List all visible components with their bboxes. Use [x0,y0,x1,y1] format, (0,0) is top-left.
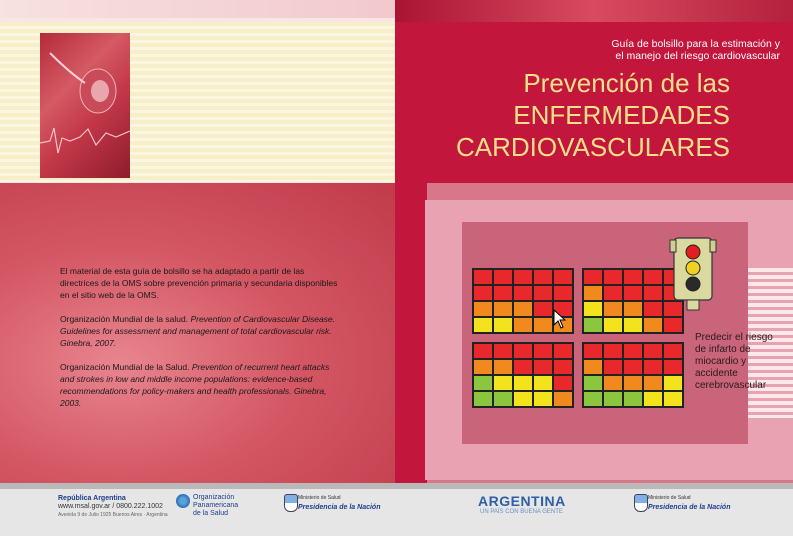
cover-top-photo-strip [395,0,793,22]
risk-cell-red [534,344,552,358]
risk-cell-red [664,318,682,332]
shield-icon [284,494,298,512]
risk-cell-yellow [494,318,512,332]
risk-cell-red [604,286,622,300]
cover-subtitle [440,38,780,62]
argentina-tagline: UN PAÍS CON BUENA GENTE [480,509,563,515]
risk-cell-yellow [474,318,492,332]
back-cover-text [60,265,340,421]
risk-cell-red [534,302,552,316]
risk-cell-red [624,360,642,374]
risk-cell-orange [584,286,602,300]
presidencia-label-2: Presidencia de la Nación [648,504,731,511]
risk-cell-yellow [534,392,552,406]
risk-cell-red [644,302,662,316]
risk-cell-green [584,376,602,390]
risk-cell-red [554,270,572,284]
risk-cell-red [494,286,512,300]
risk-cell-red [514,286,532,300]
risk-grid-3 [472,342,574,408]
risk-cell-green [624,392,642,406]
shield-icon [634,494,648,512]
reference-2 [60,361,340,409]
risk-cell-orange [644,376,662,390]
risk-cell-red [604,344,622,358]
risk-cell-green [474,392,492,406]
risk-cell-yellow [494,376,512,390]
risk-cell-yellow [644,392,662,406]
risk-cell-orange [624,376,642,390]
risk-cell-red [584,344,602,358]
risk-cell-orange [494,302,512,316]
risk-cell-red [644,270,662,284]
risk-cell-orange [494,360,512,374]
risk-cell-red [624,270,642,284]
risk-cell-red [474,270,492,284]
ministerio-label-1: Ministerio de Salud [298,495,341,501]
risk-cell-orange [644,318,662,332]
risk-cell-red [534,360,552,374]
risk-cell-red [604,270,622,284]
title-line-1: Prevención de las [523,68,730,98]
risk-cell-red [554,286,572,300]
risk-cell-yellow [584,302,602,316]
risk-cell-red [644,360,662,374]
stethoscope-photo [40,33,130,178]
intro-paragraph: El material de esta guía de bolsillo se ha adaptado a partir de las directrices de la OMS sobre prevención primaria y secundaria disponibles en el sitio web de la OMS. [60,266,338,300]
reference-1-org: Organización Mundial de la salud. [60,314,189,324]
risk-cell-red [644,286,662,300]
web-label[interactable]: www.msal.gov.ar / 0800.222.1002 [58,503,163,510]
title-line-2: ENFERMEDADES [513,100,730,130]
risk-cell-orange [554,392,572,406]
presidencia-label-1: Presidencia de la Nación [298,504,381,511]
risk-cell-yellow [514,376,532,390]
mouse-cursor-icon [553,309,567,329]
risk-cell-red [534,270,552,284]
risk-cell-red [514,344,532,358]
subtitle-line-1: Guía de bolsillo para la estimación y [611,38,780,50]
risk-grid-4 [582,342,684,408]
left-top-stripe [0,0,395,18]
risk-cell-yellow [664,392,682,406]
risk-cell-yellow [664,376,682,390]
risk-cell-orange [624,302,642,316]
risk-cell-red [514,270,532,284]
risk-cell-green [494,392,512,406]
risk-cell-yellow [514,392,532,406]
subtitle-line-2: el manejo del riesgo cardiovascular [615,50,780,62]
risk-cell-yellow [604,318,622,332]
risk-cell-green [474,376,492,390]
risk-cell-orange [514,318,532,332]
risk-cell-red [554,360,572,374]
risk-cell-orange [474,302,492,316]
risk-cell-red [604,360,622,374]
risk-cell-orange [474,360,492,374]
risk-cell-red [624,286,642,300]
risk-cell-red [554,376,572,390]
risk-cell-green [584,318,602,332]
risk-cell-red [584,270,602,284]
risk-cell-red [664,344,682,358]
traffic-light-icon [668,228,718,313]
risk-cell-yellow [534,376,552,390]
risk-cell-red [474,344,492,358]
risk-cell-red [644,344,662,358]
risk-cell-red [474,286,492,300]
reference-1 [60,313,340,349]
risk-cell-red [534,286,552,300]
risk-cell-orange [604,376,622,390]
risk-cell-green [584,392,602,406]
risk-cell-red [494,344,512,358]
reference-2-org: Organización Mundial de la Salud. [60,362,190,372]
reference-2-title: Prevention of recurrent heart attacks and strokes in low and middle income populations: evidence-based recommendations for policy-makers and health professionals. Ginebra, 2003. [60,362,330,408]
risk-cell-orange [534,318,552,332]
title-line-3: CARDIOVASCULARES [455,132,730,162]
risk-cell-orange [514,302,532,316]
risk-cell-red [494,270,512,284]
risk-cell-red [514,360,532,374]
prediction-caption: Predecir el riesgo de infarto de miocardio y accidente cerebrovascular [695,332,773,391]
risk-cell-yellow [624,318,642,332]
ops-label: Organización Panamericana de la Salud [193,494,239,517]
risk-cell-red [554,344,572,358]
risk-cell-red [664,360,682,374]
reference-1-title: Prevention of Cardiovascular Disease. Guidelines for assessment and management of total cardiovascular risk. Ginebra, 2007. [60,314,336,348]
republica-label: República Argentina [58,495,126,502]
risk-cell-orange [604,302,622,316]
ministerio-label-2: Ministerio de Salud [648,495,691,501]
risk-cell-red [624,344,642,358]
cover-vertical-band [395,183,427,483]
ops-logo-icon [176,494,190,508]
risk-cell-orange [584,360,602,374]
address-label: Avenida 9 de Julio 1925 Buenos Aires · Argentina [58,512,168,518]
risk-cell-green [604,392,622,406]
argentina-brand: ARGENTINA [478,493,566,509]
